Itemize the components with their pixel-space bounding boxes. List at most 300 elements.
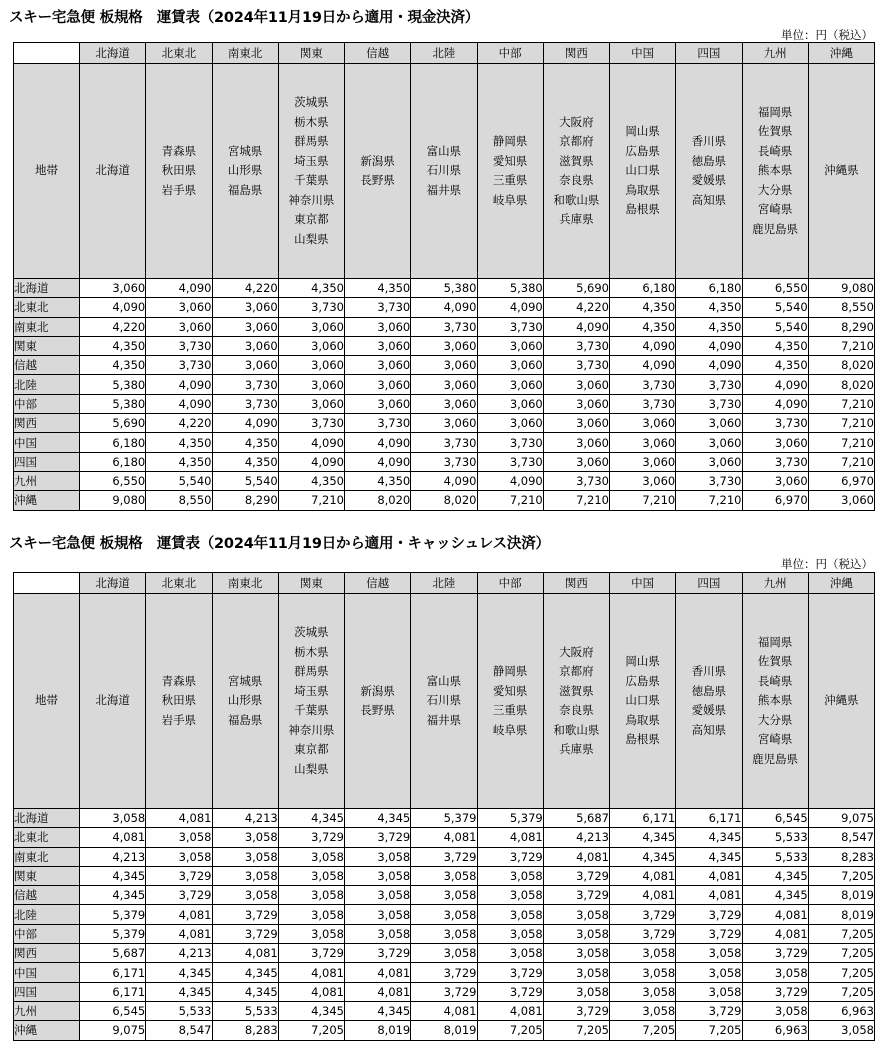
fare-cell: 4,090 [742, 394, 808, 413]
fare-cell: 3,058 [543, 982, 609, 1001]
fare-cell: 8,020 [808, 375, 874, 394]
column-header: 北海道 [80, 43, 146, 64]
row-header: 北海道 [14, 279, 80, 298]
fare-cell: 7,210 [543, 491, 609, 510]
fare-cell: 3,060 [278, 336, 344, 355]
row-header: 中国 [14, 963, 80, 982]
prefecture-list: 岡山県 広島県 山口県 鳥取県 島根県 [610, 594, 676, 809]
table-row [14, 1021, 875, 1040]
fare-cell: 4,345 [278, 1001, 344, 1020]
fare-cell: 3,730 [676, 394, 742, 413]
row-header: 南東北 [14, 847, 80, 866]
fare-cell: 3,060 [411, 414, 477, 433]
prefecture-list: 静岡県 愛知県 三重県 岐阜県 [477, 64, 543, 279]
column-header: 中部 [477, 573, 543, 594]
fare-cell: 4,090 [610, 336, 676, 355]
table-row [14, 944, 875, 963]
table-row [14, 356, 875, 375]
fare-cell: 4,345 [80, 866, 146, 885]
fare-cell: 3,058 [742, 1001, 808, 1020]
row-header: 信越 [14, 886, 80, 905]
fare-cell: 8,020 [411, 491, 477, 510]
fare-cell: 4,090 [278, 433, 344, 452]
table-row [14, 298, 875, 317]
fare-cell: 4,345 [676, 847, 742, 866]
fare-cell: 4,345 [742, 866, 808, 885]
fare-cell: 4,350 [676, 317, 742, 336]
fare-cell: 7,210 [808, 394, 874, 413]
fare-cell: 5,379 [411, 809, 477, 828]
fare-cell: 3,058 [610, 944, 676, 963]
fare-cell: 3,058 [278, 847, 344, 866]
row-header: 中部 [14, 394, 80, 413]
fare-cell: 3,060 [146, 298, 212, 317]
table-row [14, 375, 875, 394]
fare-cell: 3,060 [345, 375, 411, 394]
fare-cell: 7,210 [808, 452, 874, 471]
header-corner [14, 43, 80, 64]
fare-cell: 3,060 [610, 433, 676, 452]
fare-cell: 4,345 [676, 828, 742, 847]
fare-cell: 5,379 [80, 905, 146, 924]
row-header: 北東北 [14, 298, 80, 317]
fare-cell: 3,060 [676, 414, 742, 433]
fare-cell: 6,970 [808, 471, 874, 490]
column-header: 関東 [278, 573, 344, 594]
fare-cell: 4,350 [212, 433, 278, 452]
table-row [14, 471, 875, 490]
fare-cell: 5,380 [80, 375, 146, 394]
fare-cell: 3,058 [477, 944, 543, 963]
prefecture-list: 大阪府 京都府 滋賀県 奈良県 和歌山県 兵庫県 [543, 64, 609, 279]
fare-cell: 3,729 [411, 963, 477, 982]
fare-cell: 3,729 [676, 905, 742, 924]
fare-cell: 3,058 [543, 963, 609, 982]
fare-cell: 4,350 [610, 298, 676, 317]
fare-cell: 3,730 [212, 394, 278, 413]
table-row [14, 433, 875, 452]
fare-cell: 3,058 [345, 866, 411, 885]
fare-cell: 6,963 [742, 1021, 808, 1040]
fare-cell: 7,210 [610, 491, 676, 510]
fare-cell: 3,730 [146, 356, 212, 375]
fare-cell: 3,060 [676, 452, 742, 471]
fare-cell: 4,345 [345, 1001, 411, 1020]
column-header: 北陸 [411, 573, 477, 594]
row-header: 関西 [14, 944, 80, 963]
fare-cell: 5,380 [411, 279, 477, 298]
fare-cell: 6,963 [808, 1001, 874, 1020]
column-header: 沖縄 [808, 43, 874, 64]
fare-cell: 4,220 [543, 298, 609, 317]
column-header: 南東北 [212, 43, 278, 64]
zone-label: 地帯 [14, 594, 80, 809]
fare-cell: 4,345 [212, 963, 278, 982]
fare-cell: 4,350 [146, 452, 212, 471]
fare-cell: 3,060 [543, 433, 609, 452]
fare-cell: 4,090 [543, 317, 609, 336]
fare-cell: 3,058 [411, 866, 477, 885]
fare-cell: 3,730 [345, 414, 411, 433]
fare-cell: 4,081 [146, 924, 212, 943]
fare-cell: 3,729 [146, 886, 212, 905]
fare-cell: 3,730 [543, 336, 609, 355]
fare-cell: 3,058 [411, 886, 477, 905]
fare-cell: 4,213 [543, 828, 609, 847]
fare-cell: 4,090 [477, 471, 543, 490]
fare-cell: 4,350 [80, 356, 146, 375]
fare-cell: 4,081 [543, 847, 609, 866]
column-header: 北東北 [146, 43, 212, 64]
fare-cell: 7,210 [808, 336, 874, 355]
column-header: 九州 [742, 573, 808, 594]
fare-cell: 4,350 [345, 471, 411, 490]
table-row [14, 452, 875, 471]
fare-cell: 3,060 [212, 298, 278, 317]
fare-cell: 3,060 [477, 336, 543, 355]
fare-cell: 3,060 [543, 414, 609, 433]
prefecture-list: 沖縄県 [808, 64, 874, 279]
fare-cell: 3,058 [278, 924, 344, 943]
fare-cell: 4,213 [80, 847, 146, 866]
fare-cell: 4,350 [345, 279, 411, 298]
fare-cell: 7,210 [808, 414, 874, 433]
fare-cell: 7,210 [278, 491, 344, 510]
fare-cell: 4,090 [146, 279, 212, 298]
fare-cell: 7,205 [610, 1021, 676, 1040]
fare-cell: 3,060 [80, 279, 146, 298]
table-row [14, 1001, 875, 1020]
fare-cell: 4,081 [411, 828, 477, 847]
fare-cell: 3,730 [676, 471, 742, 490]
fare-cell: 4,081 [146, 809, 212, 828]
fare-cell: 5,379 [80, 924, 146, 943]
fare-cell: 3,058 [212, 866, 278, 885]
fare-cell: 3,729 [610, 924, 676, 943]
fare-cell: 3,730 [543, 471, 609, 490]
fare-cell: 3,058 [278, 886, 344, 905]
fare-cell: 4,350 [742, 336, 808, 355]
fare-cell: 3,729 [543, 866, 609, 885]
fare-cell: 3,058 [610, 1001, 676, 1020]
row-header: 沖縄 [14, 1021, 80, 1040]
fare-cell: 4,090 [345, 433, 411, 452]
fare-cell: 6,550 [80, 471, 146, 490]
fare-cell: 3,060 [808, 491, 874, 510]
column-header: 南東北 [212, 573, 278, 594]
fare-cell: 3,730 [212, 375, 278, 394]
fare-cell: 3,058 [610, 963, 676, 982]
row-header: 四国 [14, 452, 80, 471]
table-title-cashless: スキー宅急便 板規格 運賃表（2024年11月19日から適用・キャッシュレス決済） [9, 536, 550, 552]
fare-cell: 6,180 [610, 279, 676, 298]
fare-cell: 8,547 [808, 828, 874, 847]
row-header: 沖縄 [14, 491, 80, 510]
fare-cell: 7,205 [808, 963, 874, 982]
fare-cell: 8,019 [808, 886, 874, 905]
fare-cell: 3,729 [278, 828, 344, 847]
fare-cell: 3,730 [146, 336, 212, 355]
column-header: 北東北 [146, 573, 212, 594]
fare-cell: 4,345 [80, 886, 146, 905]
fare-cell: 3,058 [477, 905, 543, 924]
fare-cell: 3,729 [610, 905, 676, 924]
fare-cell: 6,545 [742, 809, 808, 828]
fare-cell: 3,060 [610, 414, 676, 433]
fare-cell: 4,081 [345, 982, 411, 1001]
table-row [14, 491, 875, 510]
column-header: 九州 [742, 43, 808, 64]
row-header: 関東 [14, 866, 80, 885]
fare-cell: 4,081 [80, 828, 146, 847]
fare-cell: 4,090 [278, 452, 344, 471]
table-row [14, 905, 875, 924]
fare-cell: 3,730 [411, 452, 477, 471]
fare-cell: 3,058 [212, 847, 278, 866]
fare-cell: 3,729 [676, 924, 742, 943]
fare-cell: 4,081 [742, 924, 808, 943]
fare-cell: 6,171 [676, 809, 742, 828]
row-header: 北東北 [14, 828, 80, 847]
fare-cell: 6,171 [80, 963, 146, 982]
prefecture-list: 大阪府 京都府 滋賀県 奈良県 和歌山県 兵庫県 [543, 594, 609, 809]
fare-cell: 8,020 [808, 356, 874, 375]
fare-cell: 7,205 [477, 1021, 543, 1040]
fare-cell: 4,081 [676, 886, 742, 905]
fare-cell: 4,350 [610, 317, 676, 336]
fare-cell: 8,283 [808, 847, 874, 866]
fare-cell: 3,729 [676, 1001, 742, 1020]
fare-cell: 7,205 [808, 982, 874, 1001]
fare-cell: 7,210 [477, 491, 543, 510]
fare-cell: 3,729 [212, 905, 278, 924]
fare-cell: 8,550 [146, 491, 212, 510]
fare-cell: 3,058 [411, 905, 477, 924]
fare-cell: 5,533 [146, 1001, 212, 1020]
fare-cell: 4,350 [676, 298, 742, 317]
fare-cell: 3,730 [676, 375, 742, 394]
fare-cell: 4,350 [278, 471, 344, 490]
fare-cell: 3,060 [610, 471, 676, 490]
fare-cell: 3,060 [212, 336, 278, 355]
fare-cell: 9,080 [808, 279, 874, 298]
zone-label: 地帯 [14, 64, 80, 279]
fare-cell: 3,729 [477, 847, 543, 866]
fare-cell: 8,019 [345, 1021, 411, 1040]
fare-cell: 3,729 [742, 944, 808, 963]
column-header: 中部 [477, 43, 543, 64]
fare-cell: 3,060 [278, 317, 344, 336]
fare-cell: 4,345 [610, 828, 676, 847]
fare-cell: 4,081 [676, 866, 742, 885]
fare-cell: 3,058 [543, 924, 609, 943]
fare-cell: 8,550 [808, 298, 874, 317]
table-row [14, 336, 875, 355]
prefecture-list: 岡山県 広島県 山口県 鳥取県 島根県 [610, 64, 676, 279]
fare-cell: 5,540 [742, 317, 808, 336]
rate-table-cash [13, 42, 875, 511]
fare-cell: 4,081 [610, 866, 676, 885]
fare-cell: 3,729 [411, 847, 477, 866]
column-header: 四国 [676, 573, 742, 594]
fare-cell: 3,060 [345, 356, 411, 375]
fare-cell: 7,205 [808, 924, 874, 943]
fare-cell: 3,058 [278, 905, 344, 924]
column-header: 関東 [278, 43, 344, 64]
column-header: 関西 [543, 43, 609, 64]
fare-cell: 3,060 [212, 317, 278, 336]
fare-cell: 5,533 [212, 1001, 278, 1020]
fare-cell: 9,080 [80, 491, 146, 510]
fare-cell: 3,730 [411, 317, 477, 336]
fare-cell: 3,058 [345, 924, 411, 943]
fare-cell: 7,205 [676, 1021, 742, 1040]
fare-cell: 7,205 [808, 944, 874, 963]
fare-cell: 5,690 [80, 414, 146, 433]
table-row [14, 394, 875, 413]
fare-cell: 4,090 [411, 471, 477, 490]
fare-cell: 8,290 [212, 491, 278, 510]
fare-cell: 5,687 [80, 944, 146, 963]
fare-cell: 3,729 [345, 944, 411, 963]
fare-cell: 4,345 [610, 847, 676, 866]
fare-cell: 3,060 [543, 452, 609, 471]
column-header: 中国 [610, 43, 676, 64]
header-corner [14, 573, 80, 594]
fare-cell: 5,540 [212, 471, 278, 490]
fare-cell: 3,058 [345, 886, 411, 905]
fare-cell: 4,081 [411, 1001, 477, 1020]
prefecture-list: 青森県 秋田県 岩手県 [146, 64, 212, 279]
fare-cell: 6,545 [80, 1001, 146, 1020]
fare-cell: 3,060 [345, 336, 411, 355]
fare-cell: 3,729 [411, 982, 477, 1001]
fare-cell: 3,058 [477, 924, 543, 943]
row-header: 中部 [14, 924, 80, 943]
fare-cell: 6,180 [80, 433, 146, 452]
fare-cell: 3,729 [278, 944, 344, 963]
fare-cell: 4,081 [278, 963, 344, 982]
fare-cell: 4,345 [742, 886, 808, 905]
prefecture-list: 宮城県 山形県 福島県 [212, 594, 278, 809]
fare-cell: 3,730 [742, 414, 808, 433]
fare-cell: 3,058 [411, 944, 477, 963]
fare-cell: 5,540 [742, 298, 808, 317]
fare-cell: 3,060 [610, 452, 676, 471]
fare-cell: 4,081 [477, 1001, 543, 1020]
fare-cell: 3,058 [212, 828, 278, 847]
fare-cell: 4,081 [477, 828, 543, 847]
prefecture-list: 茨城県 栃木県 群馬県 埼玉県 千葉県 神奈川県 東京都 山梨県 [278, 64, 344, 279]
prefecture-list: 沖縄県 [808, 594, 874, 809]
fare-cell: 3,058 [742, 963, 808, 982]
fare-cell: 3,060 [543, 394, 609, 413]
fare-cell: 7,210 [808, 433, 874, 452]
fare-cell: 3,058 [278, 866, 344, 885]
unit-label-cashless: 単位：円（税込） [781, 557, 873, 571]
fare-cell: 4,345 [345, 809, 411, 828]
fare-cell: 6,171 [610, 809, 676, 828]
table-row [14, 847, 875, 866]
fare-cell: 3,730 [278, 298, 344, 317]
fare-cell: 4,345 [146, 982, 212, 1001]
table-row [14, 982, 875, 1001]
fare-cell: 4,345 [278, 809, 344, 828]
fare-cell: 4,090 [212, 414, 278, 433]
fare-cell: 3,058 [345, 905, 411, 924]
fare-cell: 3,730 [610, 375, 676, 394]
fare-cell: 3,730 [477, 433, 543, 452]
prefecture-list: 香川県 徳島県 愛媛県 高知県 [676, 594, 742, 809]
fare-cell: 3,730 [543, 356, 609, 375]
row-header: 北海道 [14, 809, 80, 828]
column-header: 沖縄 [808, 573, 874, 594]
fare-cell: 4,090 [676, 336, 742, 355]
fare-cell: 4,350 [146, 433, 212, 452]
fare-cell: 6,180 [80, 452, 146, 471]
fare-cell: 7,205 [543, 1021, 609, 1040]
fare-cell: 3,729 [477, 963, 543, 982]
fare-cell: 4,350 [80, 336, 146, 355]
fare-cell: 7,205 [278, 1021, 344, 1040]
fare-cell: 3,060 [477, 356, 543, 375]
fare-cell: 3,730 [345, 298, 411, 317]
fare-cell: 5,540 [146, 471, 212, 490]
row-header: 信越 [14, 356, 80, 375]
fare-cell: 8,019 [411, 1021, 477, 1040]
column-header: 北海道 [80, 573, 146, 594]
fare-cell: 4,345 [212, 982, 278, 1001]
table-row [14, 317, 875, 336]
fare-cell: 8,547 [146, 1021, 212, 1040]
row-header: 北陸 [14, 375, 80, 394]
fare-cell: 3,060 [676, 433, 742, 452]
fare-cell: 4,220 [212, 279, 278, 298]
table-row [14, 828, 875, 847]
fare-cell: 4,220 [80, 317, 146, 336]
fare-cell: 3,060 [278, 356, 344, 375]
fare-cell: 5,379 [477, 809, 543, 828]
column-header: 北陸 [411, 43, 477, 64]
fare-cell: 4,220 [146, 414, 212, 433]
fare-cell: 3,060 [477, 414, 543, 433]
row-header: 関西 [14, 414, 80, 433]
fare-cell: 3,730 [610, 394, 676, 413]
fare-cell: 3,060 [477, 375, 543, 394]
fare-cell: 4,350 [278, 279, 344, 298]
fare-cell: 3,058 [477, 866, 543, 885]
fare-cell: 3,060 [411, 336, 477, 355]
fare-cell: 3,730 [411, 433, 477, 452]
fare-cell: 3,058 [610, 982, 676, 1001]
unit-label-cash: 単位：円（税込） [781, 28, 873, 42]
fare-cell: 4,090 [477, 298, 543, 317]
fare-cell: 3,730 [477, 452, 543, 471]
column-header: 信越 [345, 573, 411, 594]
prefecture-list: 香川県 徳島県 愛媛県 高知県 [676, 64, 742, 279]
row-header: 南東北 [14, 317, 80, 336]
fare-cell: 7,210 [676, 491, 742, 510]
fare-cell: 4,090 [146, 394, 212, 413]
fare-cell: 4,081 [345, 963, 411, 982]
fare-cell: 5,380 [477, 279, 543, 298]
fare-cell: 3,060 [477, 394, 543, 413]
fare-cell: 4,090 [610, 356, 676, 375]
fare-cell: 3,058 [477, 886, 543, 905]
row-header: 九州 [14, 1001, 80, 1020]
fare-cell: 9,075 [808, 809, 874, 828]
fare-cell: 3,729 [345, 828, 411, 847]
